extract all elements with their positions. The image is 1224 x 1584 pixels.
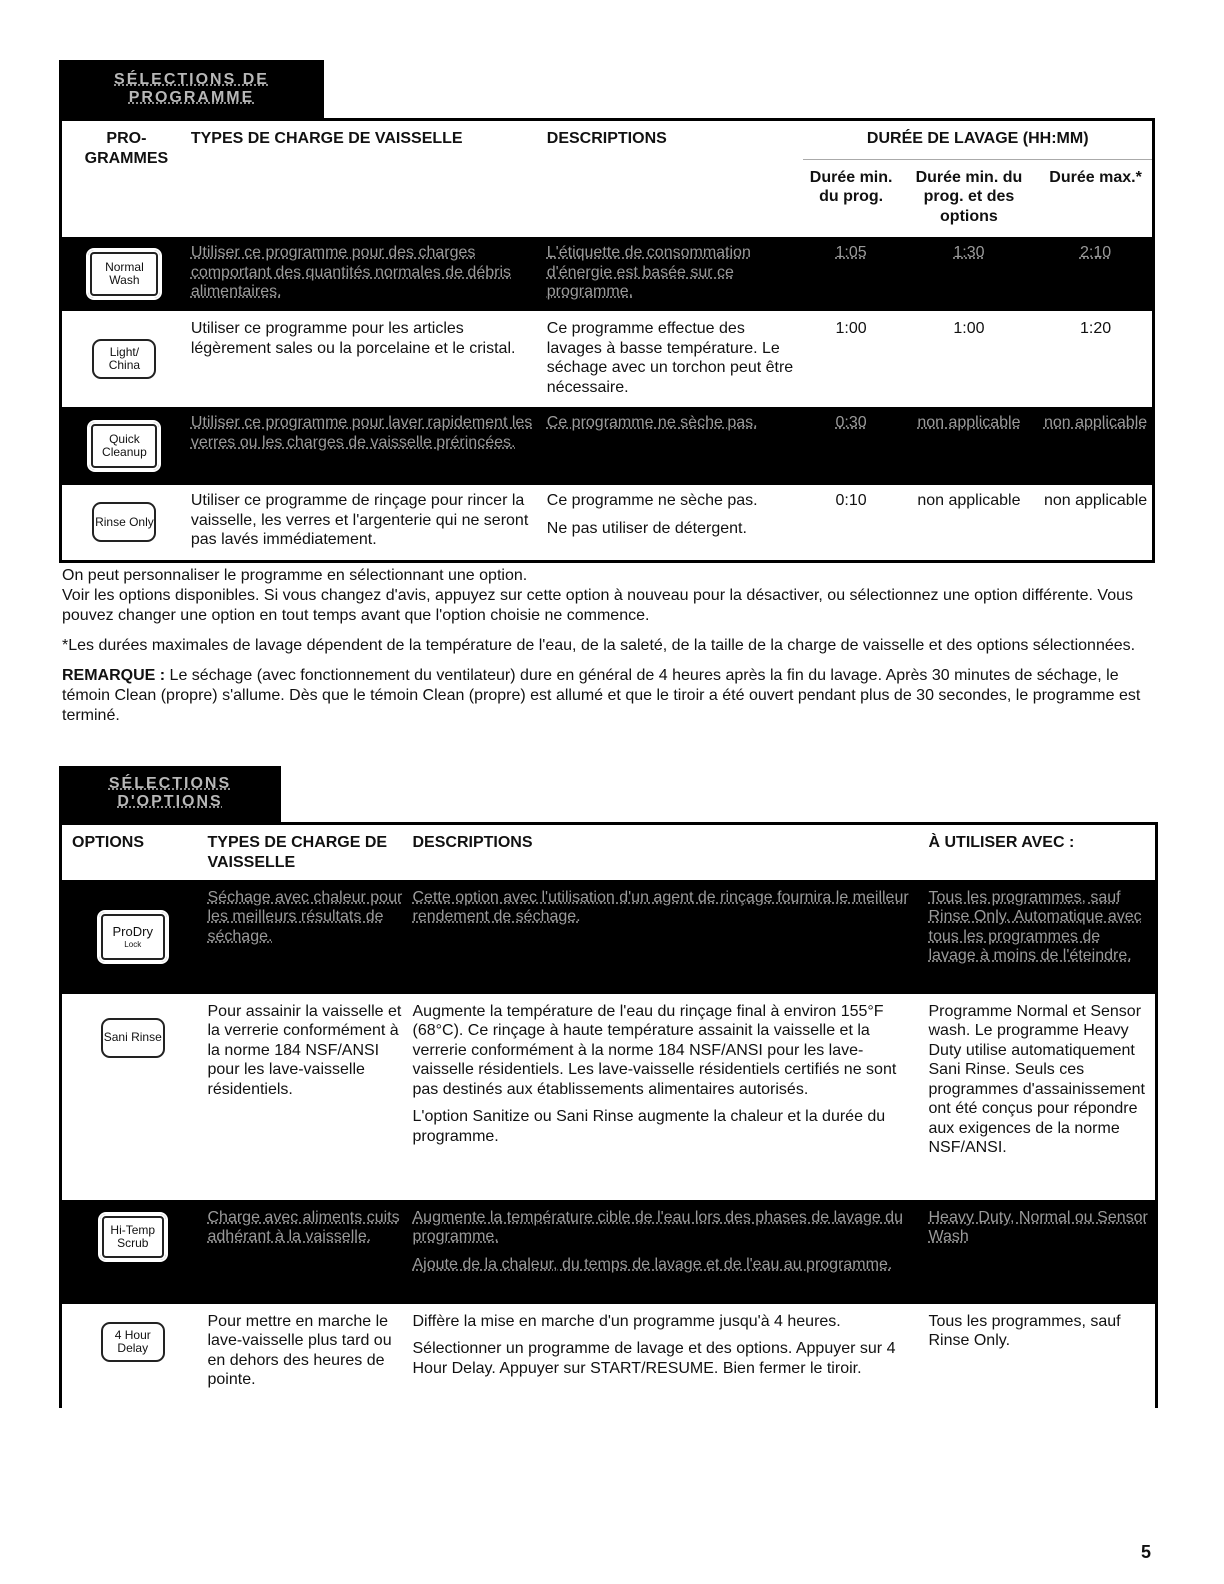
description-text: Augmente la température cible de l'eau lors des phases de lavage du programme.	[412, 1208, 903, 1246]
footnote: *Les durées maximales de lavage dépendent de la température de l'eau, de la saleté, de la taille de la charge de vaisselle et des options sélectionnées.	[62, 637, 1136, 654]
quick-cleanup-button[interactable]: Quick Cleanup	[91, 424, 157, 468]
header-descriptions: DESCRIPTIONS	[412, 834, 533, 851]
option-row-sani-rinse	[61, 994, 1157, 1200]
header-min-options-duration: Durée min. du prog. et des options	[915, 168, 1023, 225]
rinse-only-button[interactable]: Rinse Only	[92, 502, 156, 542]
customize-note: On peut personnaliser le programme en sélectionnant une option.	[62, 567, 528, 584]
load-type-text: Pour mettre en marche le lave-vaisselle plus tard ou en dehors des heures de pointe.	[204, 1304, 409, 1408]
options-note: Voir les options disponibles. Si vous changez d'avis, appuyez sur cette option à nouveau pour la désactiver, ou sélectionnez une option différente. Vous pouvez changer une option en tout temps avant que l'option choisie ne commence.	[62, 587, 1134, 624]
option-row-hi-temp-scrub	[61, 1200, 1157, 1304]
load-type-text: Pour assainir la vaisselle et la verrerie conformément à la norme 184 NSF/ANSI pour les lave-vaisselle résidentiels.	[204, 994, 409, 1200]
load-type-text: Utiliser ce programme pour des charges comportant des quantités normales de débris alimentaires.	[190, 244, 512, 301]
program-row-rinse-only	[61, 485, 1154, 561]
options-table	[59, 822, 1158, 1408]
option-row-prodry	[61, 880, 1157, 994]
min-options-duration: 1:30	[953, 244, 985, 262]
header-programs: PRO- GRAMMES	[84, 130, 169, 167]
min-options-duration: non applicable	[917, 414, 1021, 432]
load-type-text: Séchage avec chaleur pour les meilleurs résultats de séchage.	[207, 888, 403, 945]
options-tab-line1: SÉLECTIONS	[108, 775, 232, 792]
programs-section-tab	[59, 60, 324, 118]
description-text: Ce programme ne sèche pas.	[546, 492, 758, 510]
load-type-text: Utiliser ce programme pour laver rapidement les verres ou les charges de vaisselle prérincées.	[190, 414, 533, 451]
min-options-duration: non applicable	[899, 485, 1039, 561]
load-type-text: Utiliser ce programme pour les articles légèrement sales ou la porcelaine et le cristal.	[187, 311, 543, 407]
options-tab-line2: D'OPTIONS	[117, 793, 223, 810]
programs-tab-line2: PROGRAMME	[128, 89, 255, 106]
description-text-2: Ne pas utiliser de détergent.	[546, 519, 747, 537]
remark-note	[62, 666, 1152, 726]
header-min-duration: Durée min. du prog.	[809, 168, 893, 206]
lock-label: Lock	[124, 939, 142, 949]
prodry-button[interactable]	[101, 914, 165, 960]
min-duration: 0:30	[835, 414, 867, 432]
program-row-normal-wash	[61, 237, 1154, 311]
min-options-duration: 1:00	[899, 311, 1039, 407]
min-duration: 0:10	[803, 485, 898, 561]
header-use-with: À UTILISER AVEC :	[928, 834, 1075, 851]
header-descriptions: DESCRIPTIONS	[546, 130, 667, 147]
hi-temp-scrub-button[interactable]: Hi-Temp Scrub	[102, 1216, 164, 1258]
4-hour-delay-button[interactable]: 4 Hour Delay	[101, 1322, 165, 1362]
max-duration: non applicable	[1043, 414, 1148, 432]
light-china-button[interactable]: Light/ China	[92, 339, 156, 379]
program-row-quick-cleanup	[61, 407, 1154, 485]
min-duration: 1:00	[803, 311, 898, 407]
description-text: Cette option avec l'utilisation d'un agent de rinçage fournira le meilleur rendement de séchage.	[412, 888, 909, 926]
sani-rinse-button[interactable]: Sani Rinse	[101, 1018, 165, 1058]
options-section-tab	[59, 766, 281, 822]
description-text: Diffère la mise en marche d'un programme jusqu'à 4 heures.	[412, 1312, 841, 1330]
page-number: 5	[1140, 1542, 1151, 1562]
use-with-text: Programme Normal et Sensor wash. Le programme Heavy Duty utilise automatiquement Sani Rinse. Seuls ces programmes d'assainissement ont été conçus pour répondre aux exigences de la norme NSF/ANSI.	[925, 994, 1157, 1200]
use-with-text: Tous les programmes, sauf Rinse Only.	[925, 1304, 1157, 1408]
option-row-4-hour-delay	[61, 1304, 1157, 1408]
header-duration: DURÉE DE LAVAGE (HH:MM)	[803, 120, 1153, 160]
description-text-2: Sélectionner un programme de lavage et des options. Appuyer sur 4 Hour Delay. Appuyer sur START/RESUME. Bien fermer le tiroir.	[412, 1340, 896, 1377]
max-duration: non applicable	[1039, 485, 1153, 561]
program-row-light-china	[61, 311, 1154, 407]
remark-text: Le séchage (avec fonctionnement du ventilateur) dure en général de 4 heures après la fin du lavage. Après 30 minutes de séchage, le témoin Clean (propre) s'allume. Dès que le témoin Clean (propre) est allumé et que le tiroir a été ouvert pendant plus de 30 secondes, le programme est terminé.	[62, 667, 1141, 724]
programs-tab-line1: SÉLECTIONS DE	[114, 71, 269, 88]
prodry-label: ProDry	[112, 923, 153, 939]
description-text: Ce programme ne sèche pas.	[546, 414, 758, 432]
programs-table	[59, 118, 1155, 563]
use-with-text: Tous les programmes, sauf Rinse Only. Automatique avec tous les programmes de lavage à moins de l'éteindre.	[928, 888, 1142, 965]
remark-label: REMARQUE :	[62, 667, 166, 684]
description-text-2: Ajoute de la chaleur, du temps de lavage et de l'eau au programme.	[412, 1255, 893, 1273]
notes-block	[62, 566, 1152, 726]
header-load-types: TYPES DE CHARGE DE VAISSELLE	[190, 130, 463, 147]
use-with-text: Heavy Duty, Normal ou Sensor Wash	[928, 1208, 1148, 1246]
max-duration: 1:20	[1039, 311, 1153, 407]
load-type-text: Utiliser ce programme de rinçage pour rincer la vaisselle, les verres et l'argenterie qui ne seront pas lavés immédiatement.	[187, 485, 543, 561]
header-load-types: TYPES DE CHARGE DE VAISSELLE	[207, 834, 388, 871]
max-duration: 2:10	[1079, 244, 1112, 262]
description-text: Augmente la température de l'eau du rinçage final à environ 155°F (68°C). Ce rinçage à haute température assainit la vaisselle et la verrerie conformément à la norme 184 NSF/ANSI pour les lave-vaisselle résidentiels. Les lave-vaisselle résidentiels certifiés ne sont pas destinés aux établissements alimentaires autorisés.	[412, 1002, 897, 1098]
normal-wash-button[interactable]: Normal Wash	[90, 252, 158, 296]
description-text: L'étiquette de consommation d'énergie est basée sur ce programme.	[546, 244, 751, 301]
header-max-duration: Durée max.*	[1049, 168, 1142, 186]
min-duration: 1:05	[835, 244, 867, 262]
description-text: Ce programme effectue des lavages à basse température. Le séchage avec un torchon peut être nécessaire.	[543, 311, 804, 407]
header-options: OPTIONS	[72, 834, 145, 851]
load-type-text: Charge avec aliments cuits adhérant à la vaisselle.	[207, 1208, 400, 1246]
description-text-2: L'option Sanitize ou Sani Rinse augmente la chaleur et la durée du programme.	[412, 1108, 886, 1145]
